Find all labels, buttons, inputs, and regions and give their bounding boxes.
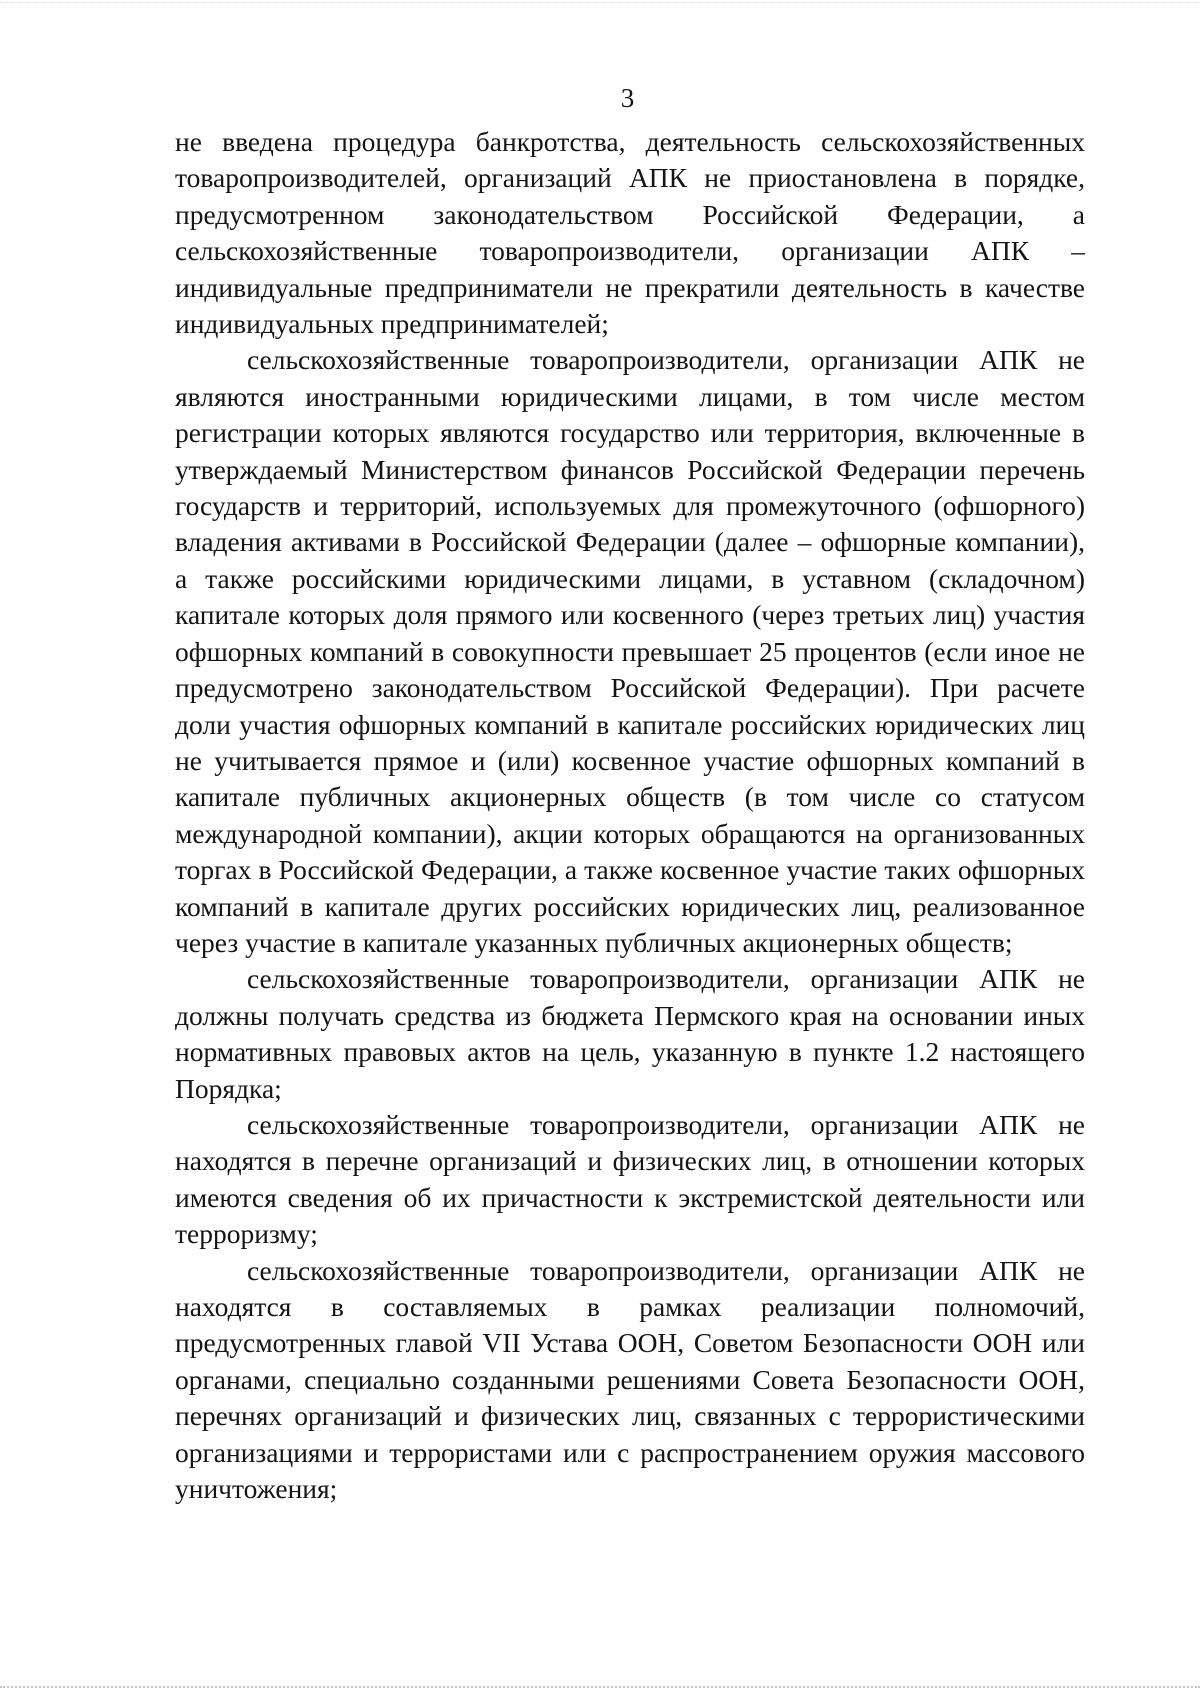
paragraph-extremism-list-condition: сельскохозяйственные товаропроизводители, организации АПК не находятся в перечне организаций и физических лиц, в отношении которых имеются сведения об их причастности к экстремистской деятельности или терроризму;: [175, 1108, 1085, 1250]
paragraph-offshore-condition: сельскохозяйственные товаропроизводители, организации АПК не являются иностранными юридическими лицами, в том числе местом регистрации которых являются государство или территория, включенные в утверждаемый Министерством финансов Российской Федерации перечень государств и территорий, используемых для промежуточного (офшорного) владения активами в Российской Федерации (далее – офшорные компании), а также российскими юридическими лицами, в уставном (складочном) капитале которых доля прямого или косвенного (через третьих лиц) участия офшорных компаний в совокупности превышает 25 процентов (если иное не предусмотрено законодательством Российской Федерации). При расчете доли участия офшорных компаний в капитале российских юридических лиц не учитывается прямое и (или) косвенное участие офшорных компаний в капитале публичных акционерных обществ (в том числе со статусом международной компании), акции которых обращаются на организованных торгах в Российской Федерации, а также косвенное участие таких офшорных компаний в капитале других российских юридических лиц, реализованное через участие в капитале указанных публичных акционерных обществ;: [175, 344, 1085, 958]
paragraph-bankruptcy-condition: не введена процедура банкротства, деятельность сельскохозяйственных товаропроизводителей, организаций АПК не приостановлена в порядке, предусмотренном законодательством Российской Федерации, а сельскохозяйственные товаропроизводители, организации АПК – индивидуальные предприниматели не прекратили деятельность в качестве индивидуальных предпринимателей;: [175, 126, 1085, 340]
paragraph-un-sanctions-condition: сельскохозяйственные товаропроизводители, организации АПК не находятся в составляемых в рамках реализации полномочий, предусмотренных главой VII Устава ООН, Советом Безопасности ООН или органами, специально созданными решениями Совета Безопасности ООН, перечнях организаций и физических лиц, связанных с террористическими организациями и террористами или с распространением оружия массового уничтожения;: [175, 1254, 1085, 1505]
page-number: 3: [620, 83, 635, 113]
scan-edge-bottom: [0, 1686, 1200, 1688]
paragraph-budget-funds-condition: сельскохозяйственные товаропроизводители, организации АПК не должны получать средства из бюджета Пермского края на основании иных нормативных правовых актов на цель, указанную в пункте 1.2 настоящего Порядка;: [175, 963, 1085, 1104]
document-body: [175, 124, 1085, 1507]
scan-edge-top: [0, 2, 1200, 3]
